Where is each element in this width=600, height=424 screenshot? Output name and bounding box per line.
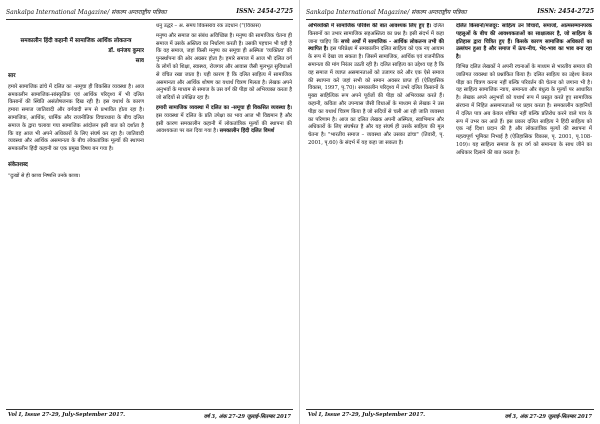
paragraph-text: दलित किसानों का उभार सामाजिक सहअस्तित्व का प्रश्न है। इसी संदर्भ में कहा जाना चाहिए कि bbox=[308, 23, 444, 45]
page-header bbox=[306, 8, 594, 18]
abstract-text: हमारे सामाजिक ढांचे में दलित का -समूचा ही विकसित व्यवस्था है। आज समकालीन सामाजिक-सांस्कृतिक एवं आर्थिक परिदृश्य में भी दलित किसानों की स्थिति असंतोषजनक दिख रही है। इस यथार्थ के कारण हमारा समाज जातिवादी और वर्गवादी रूप से प्रभावित होता रहा है। सामाजिक, आर्थिक, धार्मिक और राजनीतिक विचारधारा के बीच दलित समाज के द्वारा चलाया गया सामाजिक आंदोलन इसी बात को दर्शाता है कि वह आज भी अपने अधिकारों के लिए संघर्ष कर रहा है। जातिवादी व्यवस्था और आर्थिक असमानता के बीच लोकतांत्रिक मूल्यों की स्थापना समकालीन हिंदी कहानी का एक प्रमुख विषय बन गया है। bbox=[8, 83, 144, 153]
keywords-heading: संकेतशब्द bbox=[8, 161, 28, 168]
emphasis-text: सच्चे अर्थों में सामाजिक - आर्थिक लोकतन्त्र तभी की स्थापित है। bbox=[308, 38, 444, 53]
abstract-heading: सार bbox=[8, 73, 16, 79]
paragraph: विभिन्न दलित लेखकों ने अपनी रचनाओं के माध्यम से भारतीय समाज की जातिगत व्यवस्था को प्रश्नांकित किया है। दलित साहित्य का उद्देश्य केवल पीड़ा का चित्रण करना नहीं बल्कि परिवर्तन की चेतना को जगाना भी है। यह साहित्य सामाजिक न्याय, समानता और बंधुत्व के मूल्यों पर आधारित है। लेखक अपने अनुभवों को यथार्थ रूप में प्रस्तुत करते हुए सामाजिक संरचना में निहित असमानताओं पर प्रहार करता है। समकालीन कहानियों में दलित पात्र अब केवल शोषित नहीं बल्कि प्रतिरोध करने वाले पात्र के रूप में उभर कर आते हैं। इस प्रकार दलित साहित्य ने हिंदी साहित्य को एक नई दिशा प्रदान की है और लोकतांत्रिक मूल्यों की स्थापना में महत्वपूर्ण भूमिका निभाई है (ऐतिहासिक विकास, पृ. 2001, पृ.108-109)। यह साहित्य समाज के हर वर्ग को समानता के साथ जीने का अधिकार दिलाने की बात करता है। bbox=[456, 63, 592, 156]
column-1 bbox=[308, 23, 444, 405]
emphasis-text: समकालीन हिंदी दलित विमर्श bbox=[219, 128, 275, 135]
paragraph-text: इस व्यवस्था में दलित के प्रति उपेक्षा का भाव आज भी विद्यमान है और इसी कारण समकालीन कहानी में लोकतांत्रिक मूल्यों की स्थापना की आवश्यकता पर बल दिया गया है। bbox=[156, 112, 292, 135]
column-2 bbox=[156, 23, 292, 405]
footer-volume-hindi: वर्ष 3, अंक 27-29 जुलाई-सितम्बर 2017 bbox=[504, 414, 592, 420]
emphasis-paragraph: दलित किसानों/मजदूर: साहित्य उन विचारों, समाजों, आत्मसम्मानपरक पहलुओं के बीच की आवश्यकताओं का साक्षात्कार है, जो साहित्य के इतिहास द्वारा चित्रित हुए हैं। किसके कारण सामाजिक अधिकारों का उल्लंघन हुआ है और समाज में ऊंच-नीच, भेद-भाव का भाव बना रहा है। bbox=[456, 23, 592, 61]
header-divider bbox=[6, 19, 293, 20]
footer-volume: Vol I, Issue 27-29, July-September 2017. bbox=[8, 412, 126, 418]
paragraph bbox=[308, 23, 444, 148]
column-1 bbox=[8, 23, 144, 405]
paragraph bbox=[156, 105, 292, 136]
paragraph: धनु उद्धरे – अ. समय विकसराव रक उदधान ("(विकास) bbox=[156, 23, 261, 29]
page-header bbox=[6, 8, 293, 18]
footer-volume: Vol I, Issue 27-29, July-September 2017. bbox=[308, 412, 426, 418]
paragraph: मनुष्य और समाज का संबंध अविच्छिन्न है। मनुष्य की सामाजिक चेतना ही समाज में उसके अस्तित्व का निर्धारण करती है। उसकी पहचान भी यही है कि वह समाज, जहां किसी मनुष्य का समूचा ही अस्मिता 'व्यक्तित्व' की पुनर्स्थापना की ओर अग्रसर होता है। हमारे समाज में आज भी दलित वर्ग के लोगों को शिक्षा, स्वास्थ्य, रोजगार और आवास जैसी मूलभूत सुविधाओं से वंचित रखा जाता है। यही कारण है कि दलित साहित्य में सामाजिक असमानता और आर्थिक शोषण का यथार्थ चित्रण मिलता है। लेखक अपने अनुभवों के माध्यम से समाज के उस वर्ग की पीड़ा को अभिव्यक्त करता है जो सदियों से उपेक्षित रहा है। bbox=[156, 32, 292, 102]
emphasis-text: हमारी सामाजिक व्यवस्था में दलित का -समूचा ही विकसित व्यवस्था है। bbox=[156, 104, 292, 111]
issn-number: ISSN: 2454-2725 bbox=[537, 8, 594, 15]
footer-divider bbox=[6, 409, 293, 410]
journal-name: Sankalpa International Magazine/ संकल्प अन्तराष्ट्रीय पत्रिका bbox=[6, 9, 167, 16]
journal-name: Sankalpa International Magazine/ संकल्प अन्तराष्ट्रीय पत्रिका bbox=[306, 9, 467, 16]
header-divider bbox=[306, 19, 594, 20]
paragraph-text: इस परिप्रेक्ष्य में समकालीन दलित साहित्य को एक नए आयाम के रूप में देखा जा सकता है। जिसमें सामाजिक, आर्थिक एवं राजनीतिक समानता की मांग निरंतर उठती रही है। दलित साहित्य का उद्देश्य यह है कि वह समाज में व्याप्त असमानताओं को उजागर करे और एक ऐसे समाज की स्थापना करे जहां सभी को समान अवसर प्राप्त हों (ऐतिहासिक विकास, 1997, पृ.70)। समकालीन परिदृश्य में उभरे दलित किसानों के मुख्य साहित्यिक रूप अपने पूर्वजों की पीड़ा को अभिव्यक्त करते हैं। कहानी, कविता और उपन्यास जैसी विधाओं के माध्यम से लेखक ने उस पीड़ा का यथार्थ चित्रण किया है जो सदियों से चली आ रही जाति व्यवस्था का परिणाम है। आज का दलित लेखक अपनी अस्मिता, स्वाभिमान और अधिकारों के लिए संघर्षरत है और यह संघर्ष ही उसके साहित्य की मूल चेतना है। "भारतीय समाज – व्यवस्था और उसका ढांचा" (तिवारी, पृ. 2001, पृ.60) के संदर्भ में यह कहा जा सकता है। bbox=[308, 46, 444, 146]
issn-number: ISSN: 2454-2725 bbox=[236, 8, 293, 15]
right-page bbox=[300, 0, 600, 424]
article-title: समकालीन हिंदी कहानी में सामाजिक आर्थिक लोकतन्त्र bbox=[20, 38, 132, 44]
footer-divider bbox=[306, 409, 594, 410]
footnote: "दुःखों से ही काव्य निष्पत्ति उनके काव्य। bbox=[8, 172, 81, 179]
author-name: डॉ. धनंजय कुमार bbox=[108, 48, 144, 54]
footer-volume-hindi: वर्ष 3, अंक 27-29 जुलाई-सितम्बर 2017 bbox=[203, 414, 291, 420]
column-2 bbox=[456, 23, 592, 405]
emphasis-text: अभिव्यक्ति में सामाजिक परिवेश की बात आवश्यक लिए हुए है। bbox=[308, 23, 432, 29]
author-affiliation: साव bbox=[135, 58, 144, 64]
